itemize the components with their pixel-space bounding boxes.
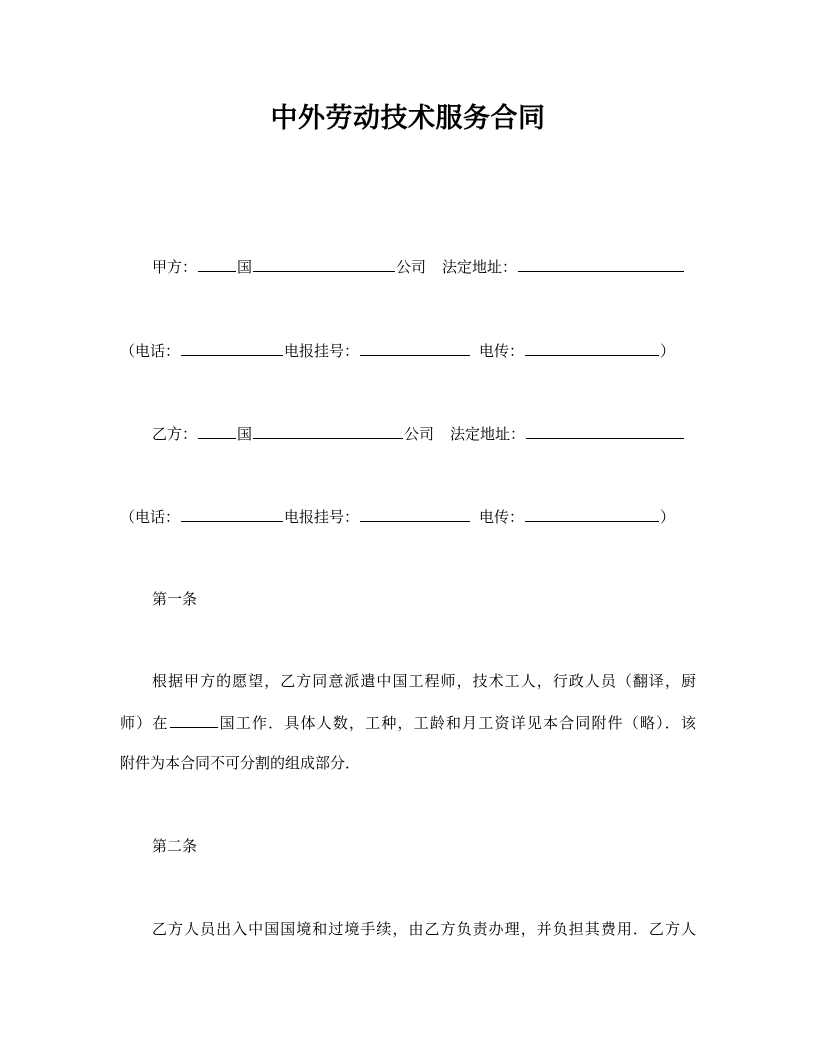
article-2-line-1: 乙方人员出入中国国境和过境手续，由乙方负责办理，并负担其费用．乙方人: [152, 920, 696, 938]
party-a-company-blank: [253, 256, 395, 272]
party-b-phone-blank: [181, 506, 283, 522]
article-1-line-3: 附件为本合同不可分割的组成部分．: [120, 754, 361, 772]
party-b-contact-line: [120, 506, 696, 527]
party-a-company-suffix: 公司: [396, 258, 427, 276]
party-a-country-suffix: 国: [237, 258, 253, 276]
article-1-line-2-prefix: 师）在: [120, 714, 169, 732]
party-b-line: [120, 423, 696, 444]
party-b-label: 乙方：: [152, 425, 198, 443]
party-b-address-blank: [526, 423, 684, 439]
article-2-heading: 第二条: [152, 837, 198, 855]
party-b-country-suffix: 国: [237, 425, 253, 443]
article-1-line-2: [120, 712, 696, 733]
party-a-close-paren: ）: [660, 342, 676, 360]
party-a-line: [120, 256, 696, 277]
party-a-contact-line: [120, 340, 696, 361]
party-a-address-label: 法定地址：: [442, 258, 518, 276]
party-b-close-paren: ）: [660, 508, 676, 526]
party-b-fax-blank: [525, 506, 659, 522]
article-1-heading: 第一条: [152, 590, 198, 608]
party-a-phone-label: （电话：: [120, 342, 181, 360]
party-a-label: 甲方：: [152, 258, 198, 276]
party-b-phone-label: （电话：: [120, 508, 181, 526]
party-a-telegraph-blank: [360, 340, 470, 356]
party-a-fax-label: 电传：: [479, 342, 525, 360]
party-a-telegraph-label: 电报挂号：: [284, 342, 360, 360]
party-a-country-blank: [198, 256, 236, 272]
party-a-address-blank: [518, 256, 684, 272]
party-b-address-label: 法定地址：: [450, 425, 526, 443]
party-b-company-suffix: 公司: [404, 425, 435, 443]
article-1-line-1: 根据甲方的愿望，乙方同意派遣中国工程师，技术工人，行政人员（翻译，厨: [152, 672, 696, 690]
party-b-country-blank: [198, 423, 236, 439]
party-b-company-blank: [253, 423, 403, 439]
party-b-telegraph-blank: [360, 506, 470, 522]
party-a-phone-blank: [181, 340, 283, 356]
party-a-fax-blank: [525, 340, 659, 356]
work-country-blank: [170, 712, 218, 728]
article-1-line-2-suffix: 国工作．具体人数，工种，工龄和月工资详见本合同附件（略）．该: [218, 714, 696, 732]
document-title: 中外劳动技术服务合同: [270, 103, 546, 134]
party-b-telegraph-label: 电报挂号：: [284, 508, 360, 526]
party-b-fax-label: 电传：: [479, 508, 525, 526]
